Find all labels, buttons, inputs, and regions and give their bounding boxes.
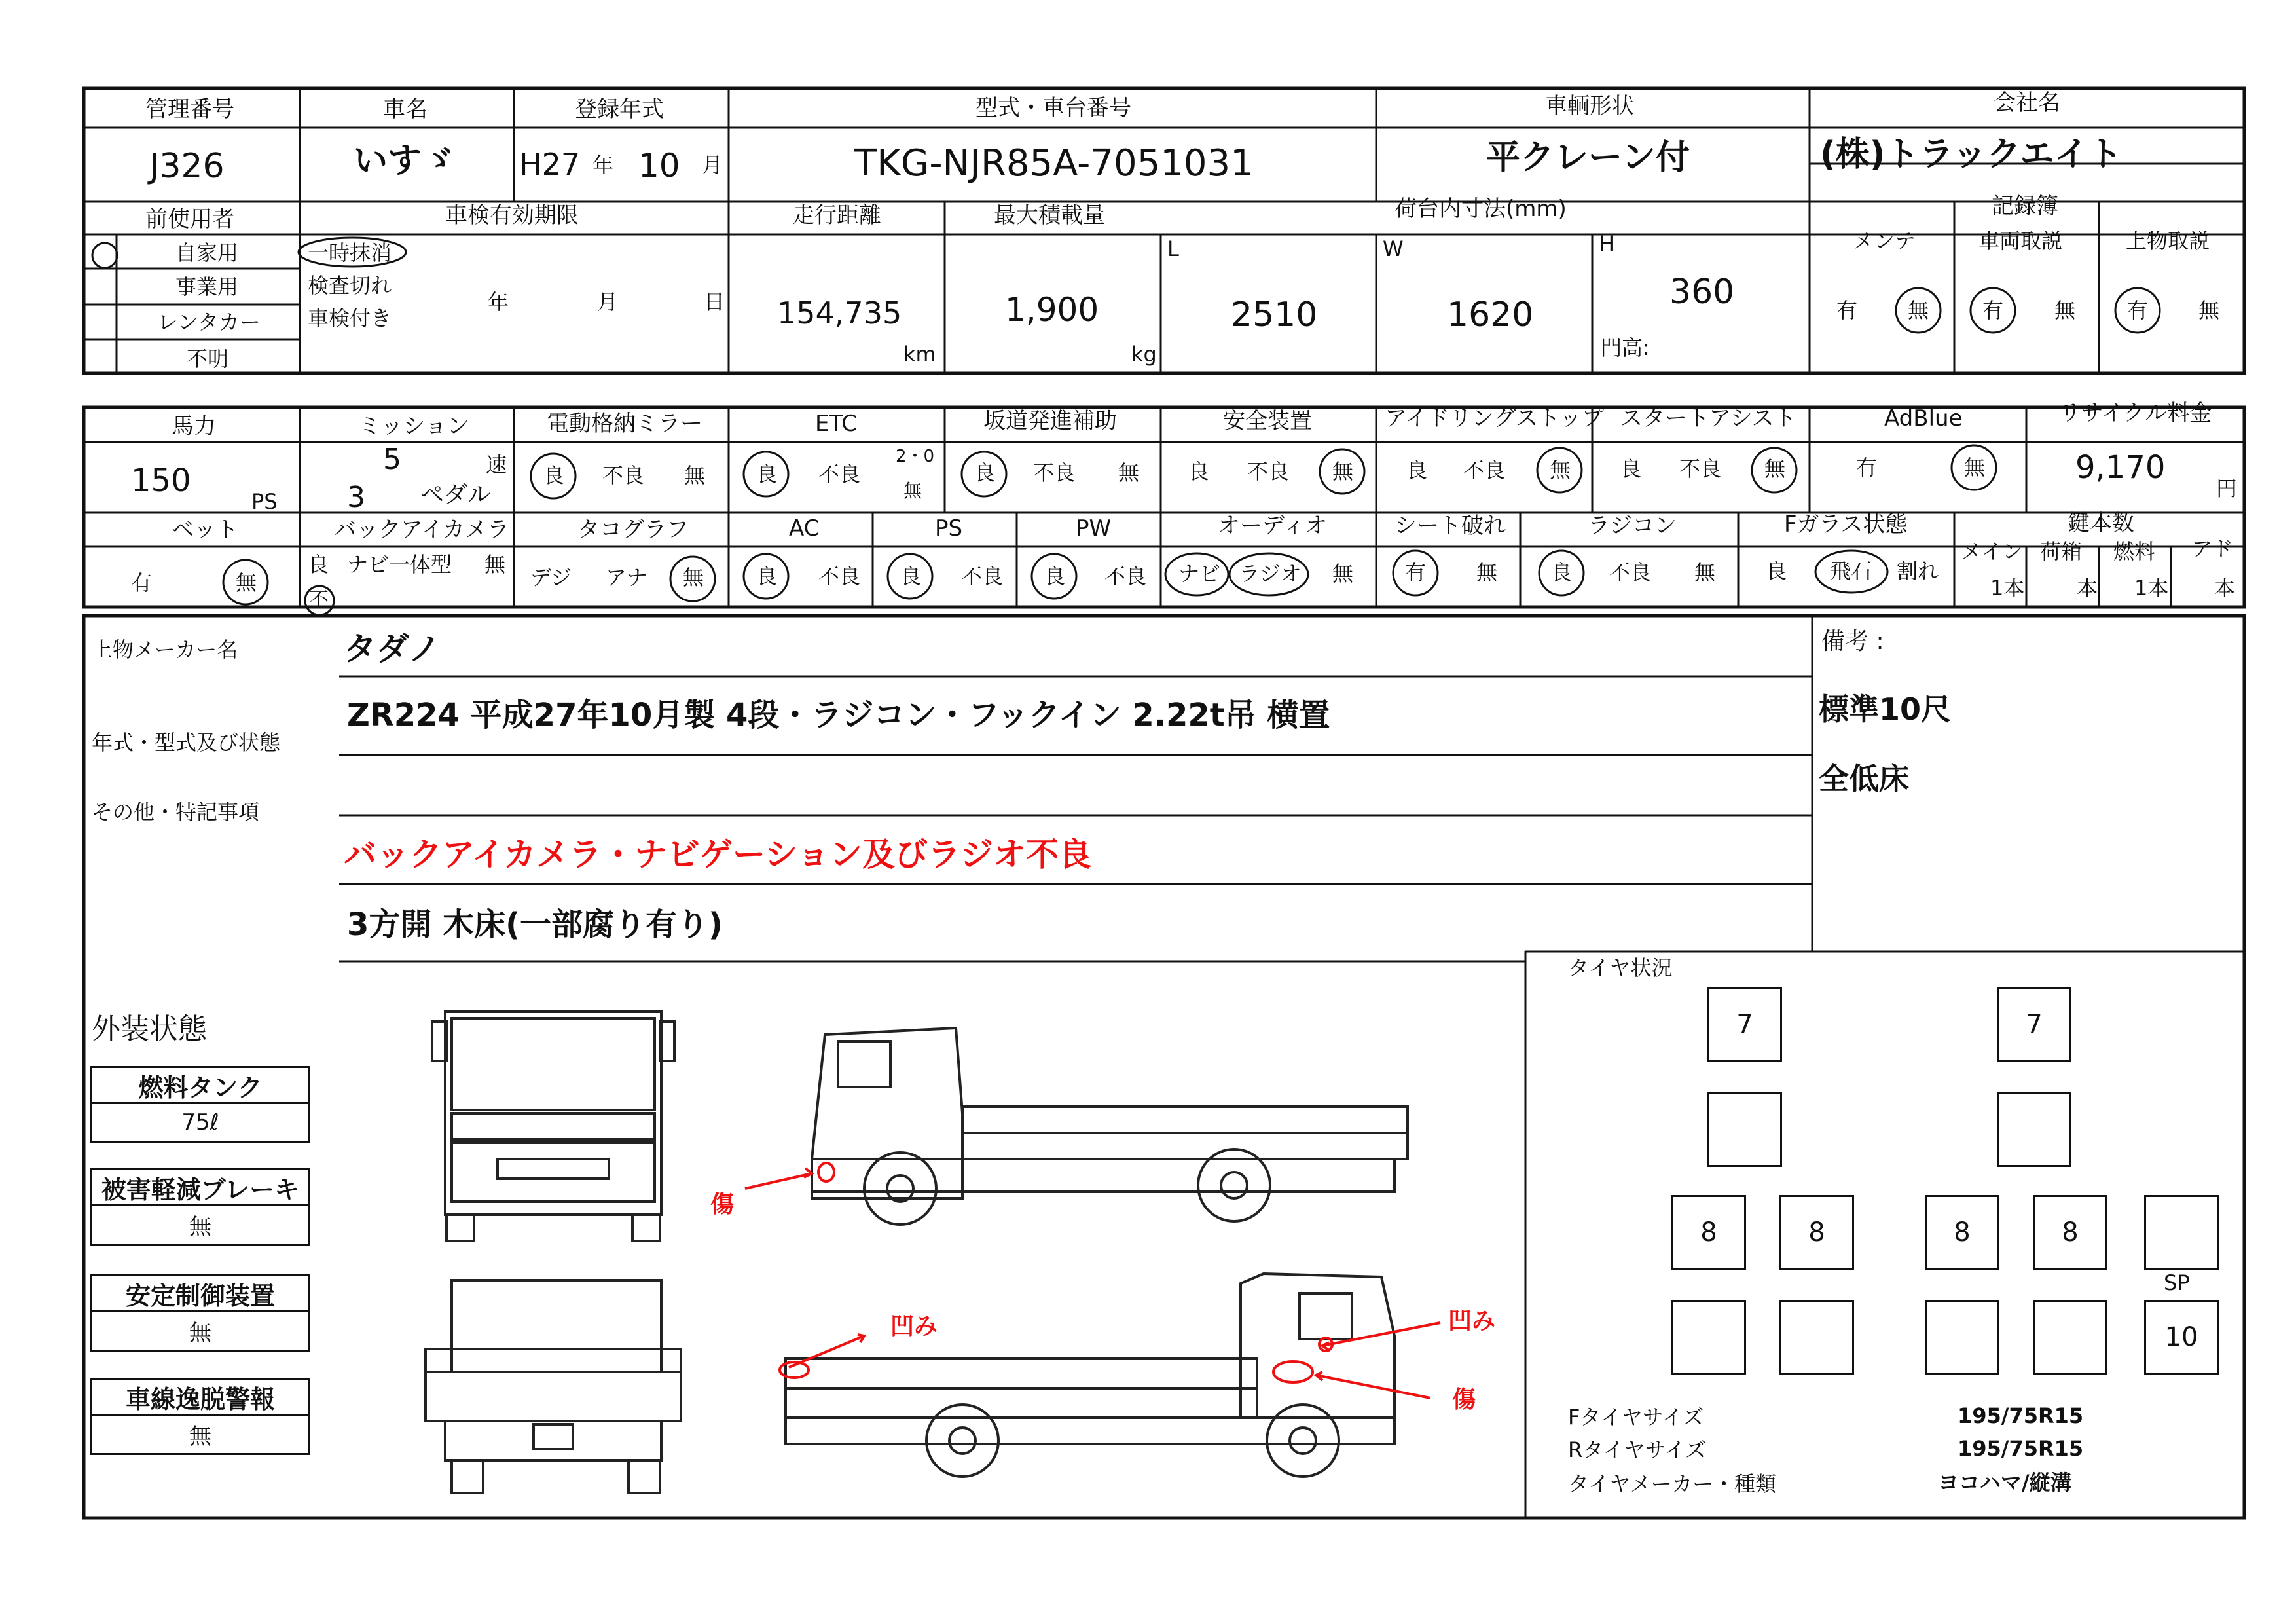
uwamono-ari: 有 bbox=[2127, 298, 2149, 323]
mente-nashi: 無 bbox=[1908, 298, 1929, 323]
soko-unit: km bbox=[903, 342, 936, 367]
shaken-month-unit: 月 bbox=[597, 289, 619, 314]
tsuki-value: 10 bbox=[638, 147, 680, 185]
taco-ana: アナ bbox=[606, 565, 648, 590]
saka-mu: 無 bbox=[1118, 460, 1140, 485]
truck-rear-view bbox=[426, 1280, 681, 1493]
tire-rli: 8 bbox=[1779, 1195, 1854, 1270]
dim-W-label: W bbox=[1383, 236, 1404, 261]
user-fumei: 不明 bbox=[187, 346, 229, 371]
key-nenryo-label: 燃料 bbox=[2113, 539, 2156, 564]
brake-label: 被害軽減ブレーキ bbox=[92, 1170, 308, 1206]
stability-label: 安定制御装置 bbox=[92, 1276, 308, 1312]
label-kaisha: 会社名 bbox=[1994, 90, 2060, 116]
bed-yu: 有 bbox=[131, 570, 153, 595]
audio-radio: ラジオ bbox=[1239, 561, 1302, 586]
label-audio: オーディオ bbox=[1218, 513, 1328, 539]
tire-r-value: 195/75R15 bbox=[1958, 1436, 2084, 1461]
saka-ryo: 良 bbox=[974, 460, 996, 485]
label-sakamichi: 坂道発進補助 bbox=[983, 408, 1117, 434]
label-radicon: ラジコン bbox=[1588, 513, 1677, 539]
adblue-yu: 有 bbox=[1856, 455, 1878, 480]
biko-label: 備考 : bbox=[1821, 628, 1884, 655]
etc-version: 2・0 bbox=[896, 447, 935, 466]
seat-mu: 無 bbox=[1476, 560, 1498, 585]
camera-navi: ナビ一体型 bbox=[347, 552, 452, 577]
label-shamei: 車名 bbox=[383, 96, 428, 122]
shaken-day-unit: 日 bbox=[704, 289, 725, 314]
tire-fl: 7 bbox=[1707, 987, 1782, 1062]
label-etc: ETC bbox=[815, 411, 857, 437]
idling-furyo: 不良 bbox=[1463, 458, 1506, 483]
label-nidai: 荷台内寸法(mm) bbox=[1394, 196, 1567, 222]
damage-label-front: 傷 bbox=[710, 1191, 735, 1218]
user-rental: レンタカー bbox=[157, 310, 261, 335]
tire-fr2 bbox=[1997, 1092, 2071, 1167]
radicon-mu: 無 bbox=[1694, 560, 1716, 585]
stability-box bbox=[90, 1274, 310, 1352]
shamei-value: いすゞ bbox=[354, 141, 456, 181]
dim-L-label: L bbox=[1167, 236, 1179, 261]
seat-yu: 有 bbox=[1405, 560, 1427, 585]
pw-ryo: 良 bbox=[1044, 564, 1066, 589]
anzen-ryo: 良 bbox=[1188, 459, 1210, 484]
sekisai-value: 1,900 bbox=[1005, 291, 1099, 329]
tire-fl2 bbox=[1707, 1092, 1782, 1167]
radicon-furyo: 不良 bbox=[1609, 560, 1652, 585]
label-keys: 鍵本数 bbox=[2068, 510, 2134, 536]
label-kanri: 管理番号 bbox=[145, 96, 234, 122]
tire-rlo2 bbox=[1671, 1300, 1746, 1375]
maker-label: 上物メーカー名 bbox=[92, 637, 238, 662]
label-idling: アイドリングストップ bbox=[1385, 405, 1604, 432]
lane-value: 無 bbox=[189, 1423, 211, 1450]
mission-pedal: ペダル bbox=[420, 481, 492, 508]
kanri-value: J326 bbox=[149, 147, 225, 186]
ac-ryo: 良 bbox=[756, 564, 778, 589]
tire-rro: 8 bbox=[2033, 1195, 2107, 1270]
fglass-ryo: 良 bbox=[1766, 559, 1787, 583]
bariki-value: 150 bbox=[131, 462, 191, 499]
sekisai-unit: kg bbox=[1131, 342, 1157, 367]
other-label: その他・特記事項 bbox=[92, 800, 260, 824]
year-value: ZR224 平成27年10月製 4段・ラジコン・フックイン 2.22t吊 横置 bbox=[347, 697, 1330, 733]
adblue-mu: 無 bbox=[1964, 455, 1986, 480]
label-anzen: 安全装置 bbox=[1223, 408, 1312, 434]
start-furyo: 不良 bbox=[1679, 456, 1722, 481]
sharyo-nashi: 無 bbox=[2054, 298, 2076, 323]
camera-fu: 不 bbox=[309, 589, 329, 612]
keijo-value: 平クレーン付 bbox=[1486, 138, 1690, 177]
lane-box bbox=[90, 1378, 310, 1455]
tire-m-value: ヨコハマ/縦溝 bbox=[1938, 1470, 2071, 1495]
soko-value: 154,735 bbox=[777, 295, 902, 331]
recycle-unit: 円 bbox=[2216, 476, 2238, 501]
mission-pedal-num: 3 bbox=[347, 481, 365, 514]
ac-furyo: 不良 bbox=[818, 564, 861, 589]
bariki-unit: PS bbox=[251, 489, 278, 514]
label-shaken: 車検有効期限 bbox=[445, 202, 579, 229]
anzen-furyo: 不良 bbox=[1247, 459, 1290, 484]
label-adblue: AdBlue bbox=[1884, 405, 1963, 432]
damage-label-side: 傷 bbox=[1452, 1386, 1476, 1413]
label-camera: バックアイカメラ bbox=[334, 517, 509, 543]
label-zenshiyo: 前使用者 bbox=[145, 206, 234, 232]
damage-label-rear: 凹み bbox=[890, 1313, 938, 1340]
tire-fr: 7 bbox=[1997, 987, 2071, 1062]
etc-ryo: 良 bbox=[756, 462, 778, 487]
radicon-ryo: 良 bbox=[1551, 560, 1573, 585]
lane-label: 車線逸脱警報 bbox=[92, 1380, 308, 1416]
shaken-opt-kirei: 検査切れ bbox=[308, 273, 392, 298]
mirror-ryo: 良 bbox=[543, 463, 565, 488]
tire-f-label: Fタイヤサイズ bbox=[1568, 1405, 1704, 1430]
mente-ari: 有 bbox=[1836, 298, 1858, 323]
brake-box bbox=[90, 1168, 310, 1246]
label-taco: タコグラフ bbox=[577, 517, 689, 543]
damage-label-door: 凹み bbox=[1448, 1308, 1496, 1335]
anzen-mu: 無 bbox=[1332, 459, 1354, 484]
taco-mu: 無 bbox=[683, 565, 704, 590]
label-bed: ベット bbox=[172, 517, 238, 543]
kiroku-uwamono: 上物取説 bbox=[2126, 229, 2210, 253]
exterior-title: 外装状態 bbox=[92, 1012, 207, 1046]
shaken-opt-tsuki: 車検付き bbox=[308, 306, 392, 331]
tire-rri: 8 bbox=[1925, 1195, 1999, 1270]
label-pw: PW bbox=[1076, 515, 1112, 542]
tire-spare: 10 bbox=[2144, 1300, 2219, 1375]
kiroku-sharyo: 車両取説 bbox=[1978, 229, 2063, 253]
label-ac: AC bbox=[789, 515, 820, 542]
other2-value: 3方開 木床(一部腐り有り) bbox=[347, 906, 723, 943]
saka-furyo: 不良 bbox=[1033, 460, 1076, 485]
tire-m-label: タイヤメーカー・種類 bbox=[1568, 1471, 1777, 1496]
tire-rlo: 8 bbox=[1671, 1195, 1746, 1270]
recycle-value: 9,170 bbox=[2075, 449, 2166, 486]
kiroku-mente: メンテ bbox=[1853, 229, 1916, 253]
tire-title: タイヤ状況 bbox=[1568, 955, 1673, 980]
pw-furyo: 不良 bbox=[1104, 564, 1147, 589]
year-label: 年式・型式及び状態 bbox=[92, 730, 281, 755]
key-main-val: 1本 bbox=[1990, 576, 2025, 600]
label-kiroku: 記録簿 bbox=[1992, 193, 2058, 219]
key-main-label: メイン bbox=[1961, 539, 2024, 564]
start-ryo: 良 bbox=[1620, 456, 1642, 481]
label-soko: 走行距離 bbox=[792, 202, 881, 229]
label-start: スタートアシスト bbox=[1620, 405, 1796, 432]
tire-rli2 bbox=[1779, 1300, 1854, 1375]
label-seat: シート破れ bbox=[1394, 513, 1506, 539]
label-mirror: 電動格納ミラー bbox=[547, 411, 702, 437]
key-ado-val: 本 bbox=[2214, 576, 2236, 600]
fglass-ware: 割れ bbox=[1897, 559, 1939, 583]
user-jika: 自家用 bbox=[175, 240, 239, 265]
brake-value: 無 bbox=[189, 1213, 211, 1240]
biko-1: 標準10尺 bbox=[1819, 692, 1952, 727]
mission-soku: 速 bbox=[486, 452, 507, 477]
nen-value: H27 bbox=[519, 147, 581, 182]
maker-value: タダノ bbox=[344, 630, 441, 668]
stability-value: 無 bbox=[189, 1320, 211, 1346]
tsuki-unit: 月 bbox=[702, 153, 723, 177]
label-recycle: リサイクル料金 bbox=[2059, 400, 2212, 426]
biko-2: 全低床 bbox=[1819, 761, 1909, 796]
key-nenryo-val: 1本 bbox=[2134, 576, 2169, 600]
truck-left-view bbox=[812, 1028, 1408, 1225]
L-value: 2510 bbox=[1231, 295, 1318, 335]
ps-furyo: 不良 bbox=[961, 564, 1004, 589]
label-sekisai: 最大積載量 bbox=[994, 202, 1105, 229]
tire-rri2 bbox=[1925, 1300, 1999, 1375]
dim-H-label: H bbox=[1599, 231, 1615, 256]
tire-r-label: Rタイヤサイズ bbox=[1568, 1437, 1707, 1462]
bed-mu: 無 bbox=[236, 570, 257, 595]
start-mu: 無 bbox=[1764, 456, 1786, 481]
etc-furyo: 不良 bbox=[818, 462, 861, 487]
camera-mu: 無 bbox=[484, 552, 506, 577]
audio-navi: ナビ bbox=[1178, 561, 1221, 586]
mirror-mu: 無 bbox=[684, 463, 706, 488]
mirror-furyo: 不良 bbox=[602, 463, 645, 488]
ps-ryo: 良 bbox=[900, 564, 922, 589]
label-bariki: 馬力 bbox=[172, 413, 216, 439]
tire-rro2 bbox=[2033, 1300, 2107, 1375]
sharyo-ari: 有 bbox=[1982, 298, 2004, 323]
taco-digi: デジ bbox=[530, 565, 572, 590]
idling-mu: 無 bbox=[1550, 458, 1571, 483]
tire-f-value: 195/75R15 bbox=[1958, 1403, 2084, 1428]
label-fglass: Fガラス状態 bbox=[1784, 511, 1908, 538]
other-red-value: バックアイカメラ・ナビゲーション及びラジオ不良 bbox=[344, 836, 1091, 874]
fglass-tobiishi: 飛石 bbox=[1830, 559, 1872, 583]
fuel-tank-value: 75ℓ bbox=[181, 1109, 219, 1135]
tire-sp-label: SP bbox=[2164, 1270, 2190, 1295]
truck-right-view bbox=[786, 1274, 1394, 1477]
shaken-opt-massho: 一時抹消 bbox=[308, 240, 392, 265]
key-nibako-val: 本 bbox=[2077, 576, 2098, 600]
label-keijo: 車輌形状 bbox=[1545, 93, 1634, 119]
fuel-tank-label: 燃料タンク bbox=[92, 1068, 308, 1104]
key-ado-label: アド bbox=[2191, 536, 2234, 561]
monko-label: 門高: bbox=[1601, 335, 1650, 360]
tire-extra bbox=[2144, 1195, 2219, 1270]
key-nibako-label: 荷箱 bbox=[2040, 539, 2083, 564]
label-ps: PS bbox=[935, 515, 963, 542]
audio-mu: 無 bbox=[1332, 561, 1354, 586]
etc-mu: 無 bbox=[903, 480, 922, 502]
label-katashiki: 型式・車台番号 bbox=[975, 95, 1131, 121]
label-mission: ミッション bbox=[359, 413, 469, 439]
mission-speed: 5 bbox=[383, 443, 401, 476]
W-value: 1620 bbox=[1447, 295, 1534, 335]
truck-front-view bbox=[432, 1012, 674, 1241]
fuel-tank-box bbox=[90, 1066, 310, 1143]
idling-ryo: 良 bbox=[1406, 458, 1428, 483]
kaisha-value: (株)トラックエイト bbox=[1820, 135, 2123, 174]
user-jigyo: 事業用 bbox=[175, 274, 239, 299]
camera-ryo: 良 bbox=[308, 552, 329, 577]
uwamono-nashi: 無 bbox=[2198, 298, 2220, 323]
katashiki-value: TKG-NJR85A-7051031 bbox=[854, 142, 1254, 185]
label-toroku: 登録年式 bbox=[575, 96, 664, 122]
H-value: 360 bbox=[1669, 272, 1735, 312]
nen-unit: 年 bbox=[592, 153, 614, 177]
shaken-year-unit: 年 bbox=[488, 289, 509, 314]
